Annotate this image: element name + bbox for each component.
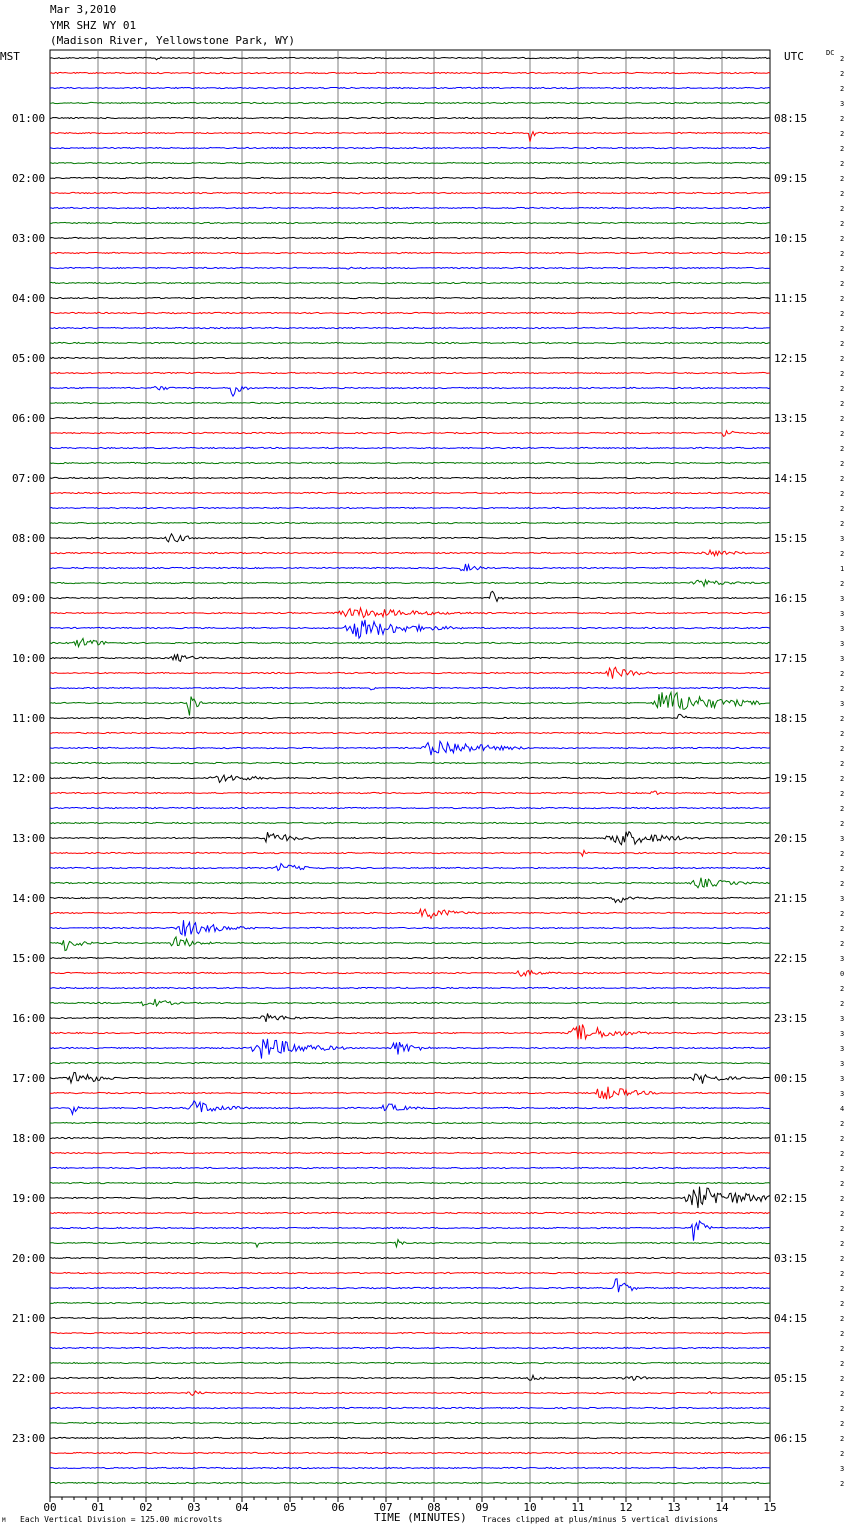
dc-offset-value: 2 <box>840 1285 845 1293</box>
left-time-label: 19:00 <box>12 1192 46 1205</box>
right-time-label: 06:15 <box>774 1432 808 1445</box>
seismic-trace <box>50 687 770 690</box>
seismic-trace <box>50 72 770 73</box>
dc-offset-value: 2 <box>840 775 845 783</box>
dc-offset-value: 2 <box>840 235 845 243</box>
dc-offset-value: 2 <box>840 1120 845 1128</box>
left-time-label: 22:00 <box>12 1372 46 1385</box>
seismic-trace <box>50 937 770 951</box>
dc-offset-value: 3 <box>840 625 845 633</box>
dc-offset-value: 2 <box>840 865 845 873</box>
right-time-label: 04:15 <box>774 1312 808 1325</box>
right-time-label: 02:15 <box>774 1192 808 1205</box>
dc-offset-value: 3 <box>840 640 845 648</box>
dc-offset-value: 2 <box>840 85 845 93</box>
dc-offset-value: 2 <box>840 925 845 933</box>
seismic-trace <box>50 147 770 148</box>
dc-offset-value: 2 <box>840 310 845 318</box>
dc-offset-value: 2 <box>840 1150 845 1158</box>
dc-offset-value: 2 <box>840 985 845 993</box>
dc-offset-value: 3 <box>840 610 845 618</box>
seismic-trace <box>50 1122 770 1123</box>
seismic-trace <box>50 1212 770 1213</box>
seismic-trace <box>50 417 770 418</box>
dc-offset-value: 2 <box>840 55 845 63</box>
dc-offset-value: 2 <box>840 850 845 858</box>
dc-offset-value: 2 <box>840 205 845 213</box>
seismic-trace <box>50 162 770 163</box>
dc-offset-value: 2 <box>840 1450 845 1458</box>
right-time-label: 12:15 <box>774 352 808 365</box>
seismic-trace <box>50 507 770 508</box>
seismic-trace <box>50 864 770 871</box>
right-timezone-label: UTC <box>784 50 804 63</box>
dc-offset-value: 2 <box>840 1420 845 1428</box>
dc-offset-value: 2 <box>840 415 845 423</box>
dc-offset-value: 2 <box>840 1240 845 1248</box>
x-tick-label: 03 <box>187 1501 201 1514</box>
x-tick-label: 12 <box>619 1501 633 1514</box>
seismic-trace <box>50 402 770 403</box>
left-time-label: 13:00 <box>12 832 46 845</box>
right-time-label: 20:15 <box>774 832 808 845</box>
seismic-trace <box>50 447 770 448</box>
seismic-trace <box>50 1422 770 1423</box>
dc-offset-value: 2 <box>840 790 845 798</box>
seismic-trace <box>50 372 770 373</box>
seismic-trace <box>50 807 770 808</box>
clip-note: Traces clipped at plus/minus 5 vertical divisions <box>482 1515 719 1524</box>
right-time-label: 08:15 <box>774 112 808 125</box>
x-axis-title: TIME (MINUTES) <box>374 1511 467 1524</box>
x-tick-label: 11 <box>571 1501 585 1514</box>
seismic-trace <box>50 608 770 618</box>
right-time-label: 03:15 <box>774 1252 808 1265</box>
seismic-trace <box>50 957 770 958</box>
seismic-trace <box>50 620 770 638</box>
seismic-trace <box>50 1062 770 1063</box>
scale-note: Each Vertical Division = 125.00 microvolts <box>20 1515 223 1524</box>
seismic-trace <box>50 909 770 918</box>
seismic-trace <box>50 1101 770 1115</box>
x-tick-label: 15 <box>763 1501 777 1514</box>
dc-offset-value: 2 <box>840 400 845 408</box>
right-time-label: 05:15 <box>774 1372 808 1385</box>
left-time-label: 03:00 <box>12 232 46 245</box>
seismic-trace <box>50 477 770 478</box>
seismic-trace <box>50 1391 770 1395</box>
left-time-label: 15:00 <box>12 952 46 965</box>
seismic-trace <box>50 822 770 823</box>
seismic-trace <box>50 297 770 298</box>
dc-offset-value: 2 <box>840 1000 845 1008</box>
left-time-label: 23:00 <box>12 1432 46 1445</box>
seismic-trace <box>50 762 770 763</box>
dc-offset-value: 2 <box>840 1345 845 1353</box>
seismic-trace <box>50 732 770 733</box>
dc-offset-value: 2 <box>840 70 845 78</box>
left-time-label: 04:00 <box>12 292 46 305</box>
x-tick-label: 07 <box>379 1501 393 1514</box>
right-time-label: 19:15 <box>774 772 808 785</box>
dc-offset-value: 2 <box>840 760 845 768</box>
left-time-label: 01:00 <box>12 112 46 125</box>
dc-offset-value: 2 <box>840 355 845 363</box>
seismic-trace <box>50 1375 770 1380</box>
dc-offset-value: 3 <box>840 1075 845 1083</box>
seismic-trace <box>50 832 770 845</box>
dc-column-label: DC <box>826 49 835 57</box>
seismic-trace <box>50 1302 770 1303</box>
right-time-label: 16:15 <box>774 592 808 605</box>
seismic-trace <box>50 1407 770 1408</box>
seismic-trace <box>50 87 770 88</box>
dc-offset-value: 2 <box>840 460 845 468</box>
dc-offset-value: 2 <box>840 505 845 513</box>
dc-offset-value: 2 <box>840 1195 845 1203</box>
dc-offset-value: 2 <box>840 490 845 498</box>
right-time-label: 23:15 <box>774 1012 808 1025</box>
left-time-label: 10:00 <box>12 652 46 665</box>
seismic-trace <box>50 177 770 178</box>
dc-offset-value: 2 <box>840 1300 845 1308</box>
dc-offset-value: 3 <box>840 1060 845 1068</box>
left-time-label: 07:00 <box>12 472 46 485</box>
dc-offset-value: 0 <box>840 970 845 978</box>
seismic-trace <box>50 791 770 794</box>
dc-offset-value: 2 <box>840 910 845 918</box>
seismic-trace <box>50 431 770 437</box>
seismic-trace <box>50 714 770 718</box>
seismic-trace <box>50 1362 770 1363</box>
seismic-trace <box>50 878 770 888</box>
dc-offset-value: 2 <box>840 520 845 528</box>
seismic-trace <box>50 550 770 556</box>
seismic-trace <box>50 327 770 328</box>
seismic-trace <box>50 522 770 523</box>
dc-offset-value: 3 <box>840 1045 845 1053</box>
dc-offset-value: 1 <box>840 565 845 573</box>
seismic-trace <box>50 357 770 358</box>
x-tick-label: 00 <box>43 1501 57 1514</box>
dc-offset-value: 2 <box>840 1255 845 1263</box>
seismic-trace <box>50 775 770 782</box>
dc-offset-value: 2 <box>840 1225 845 1233</box>
right-time-label: 01:15 <box>774 1132 808 1145</box>
dc-offset-value: 2 <box>840 160 845 168</box>
dc-offset-value: 2 <box>840 430 845 438</box>
dc-offset-value: 3 <box>840 1015 845 1023</box>
seismic-trace <box>50 462 770 463</box>
dc-offset-value: 2 <box>840 385 845 393</box>
dc-offset-value: 2 <box>840 940 845 948</box>
dc-offset-value: 3 <box>840 535 845 543</box>
dc-offset-value: 2 <box>840 1180 845 1188</box>
header-date: Mar 3,2010 <box>50 3 117 16</box>
seismic-trace <box>50 1072 770 1083</box>
seismic-trace <box>50 387 770 397</box>
dc-offset-value: 2 <box>840 1135 845 1143</box>
seismic-trace <box>50 1182 770 1183</box>
dc-offset-value: 2 <box>840 280 845 288</box>
x-tick-label: 10 <box>523 1501 537 1514</box>
dc-offset-value: 3 <box>840 655 845 663</box>
left-time-label: 16:00 <box>12 1012 46 1025</box>
seismic-trace <box>50 342 770 343</box>
dc-offset-value: 2 <box>840 220 845 228</box>
left-time-label: 11:00 <box>12 712 46 725</box>
x-tick-label: 06 <box>331 1501 345 1514</box>
dc-offset-value: 2 <box>840 1480 845 1488</box>
seismic-trace <box>50 192 770 194</box>
seismic-trace <box>50 1452 770 1453</box>
seismic-trace <box>50 237 770 238</box>
seismic-trace <box>50 102 770 103</box>
left-time-label: 21:00 <box>12 1312 46 1325</box>
seismic-trace <box>50 654 770 661</box>
seismic-trace <box>50 1332 770 1333</box>
right-time-label: 10:15 <box>774 232 808 245</box>
seismic-trace <box>50 897 770 903</box>
right-time-label: 09:15 <box>774 172 808 185</box>
dc-offset-value: 2 <box>840 1405 845 1413</box>
dc-offset-value: 2 <box>840 190 845 198</box>
seismic-trace <box>50 312 770 313</box>
seismic-trace <box>50 741 770 755</box>
right-time-label: 15:15 <box>774 532 808 545</box>
right-time-label: 13:15 <box>774 412 808 425</box>
dc-offset-value: 2 <box>840 250 845 258</box>
dc-offset-value: 2 <box>840 670 845 678</box>
left-time-label: 12:00 <box>12 772 46 785</box>
x-tick-label: 13 <box>667 1501 681 1514</box>
dc-offset-value: 2 <box>840 1210 845 1218</box>
dc-offset-value: 2 <box>840 1270 845 1278</box>
dc-offset-value: 2 <box>840 145 845 153</box>
dc-offset-value: 2 <box>840 340 845 348</box>
right-time-label: 11:15 <box>774 292 808 305</box>
seismic-trace <box>50 591 770 601</box>
right-time-label: 18:15 <box>774 712 808 725</box>
header-location: (Madison River, Yellowstone Park, WY) <box>50 34 296 47</box>
dc-offset-value: 2 <box>840 745 845 753</box>
seismic-trace <box>50 1279 770 1293</box>
dc-offset-value: 2 <box>840 580 845 588</box>
dc-offset-value: 3 <box>840 835 845 843</box>
seismic-trace <box>50 1137 770 1138</box>
seismic-trace <box>50 1347 770 1348</box>
seismic-trace <box>50 1272 770 1273</box>
left-time-label: 06:00 <box>12 412 46 425</box>
seismic-trace <box>50 1437 770 1438</box>
dc-offset-value: 2 <box>840 730 845 738</box>
left-timezone-label: MST <box>0 50 20 63</box>
x-tick-label: 08 <box>427 1501 441 1514</box>
right-time-label: 14:15 <box>774 472 808 485</box>
left-time-label: 18:00 <box>12 1132 46 1145</box>
seismic-trace <box>50 920 770 936</box>
dc-offset-value: 2 <box>840 1375 845 1383</box>
dc-offset-value: 3 <box>840 895 845 903</box>
seismic-trace <box>50 207 770 208</box>
dc-offset-value: 2 <box>840 1165 845 1173</box>
corner-mark: M <box>2 1517 6 1524</box>
right-time-label: 21:15 <box>774 892 808 905</box>
seismic-trace <box>50 987 770 988</box>
seismic-trace <box>50 638 770 646</box>
x-tick-label: 09 <box>475 1501 489 1514</box>
dc-offset-value: 2 <box>840 550 845 558</box>
dc-offset-value: 3 <box>840 595 845 603</box>
dc-offset-value: 2 <box>840 1360 845 1368</box>
seismic-trace <box>50 850 770 856</box>
dc-offset-value: 3 <box>840 1465 845 1473</box>
right-time-label: 22:15 <box>774 952 808 965</box>
dc-offset-value: 2 <box>840 820 845 828</box>
dc-offset-value: 2 <box>840 715 845 723</box>
dc-offset-value: 2 <box>840 685 845 693</box>
seismic-trace <box>50 667 770 678</box>
dc-offset-value: 2 <box>840 370 845 378</box>
seismic-trace <box>50 1467 770 1468</box>
header-station: YMR SHZ WY 01 <box>50 19 137 32</box>
left-time-label: 08:00 <box>12 532 46 545</box>
left-time-label: 14:00 <box>12 892 46 905</box>
seismic-trace <box>50 252 770 253</box>
dc-offset-value: 2 <box>840 130 845 138</box>
seismic-trace <box>50 534 770 542</box>
seismic-trace <box>50 132 770 142</box>
dc-offset-value: 2 <box>840 175 845 183</box>
left-time-label: 17:00 <box>12 1072 46 1085</box>
dc-offset-value: 2 <box>840 265 845 273</box>
seismic-trace <box>50 1039 770 1059</box>
dc-offset-value: 2 <box>840 1435 845 1443</box>
dc-offset-value: 3 <box>840 955 845 963</box>
x-tick-label: 05 <box>283 1501 297 1514</box>
right-time-label: 17:15 <box>774 652 808 665</box>
seismic-trace <box>50 1221 770 1241</box>
left-time-label: 05:00 <box>12 352 46 365</box>
dc-offset-value: 2 <box>840 1315 845 1323</box>
dc-offset-value: 2 <box>840 445 845 453</box>
left-time-label: 20:00 <box>12 1252 46 1265</box>
dc-offset-value: 4 <box>840 1105 845 1113</box>
seismic-trace <box>50 1087 770 1100</box>
seismic-trace <box>50 117 770 118</box>
dc-offset-value: 2 <box>840 325 845 333</box>
seismic-trace <box>50 282 770 283</box>
x-tick-label: 14 <box>715 1501 729 1514</box>
seismic-trace <box>50 999 770 1006</box>
x-tick-label: 01 <box>91 1501 105 1514</box>
seismic-trace <box>50 580 770 586</box>
seismic-trace <box>50 1482 770 1483</box>
dc-offset-value: 3 <box>840 1090 845 1098</box>
right-time-label: 00:15 <box>774 1072 808 1085</box>
seismic-trace <box>50 1167 770 1168</box>
seismic-trace <box>50 564 770 571</box>
dc-offset-value: 3 <box>840 100 845 108</box>
seismic-trace <box>50 1187 770 1208</box>
seismic-trace <box>50 692 770 715</box>
dc-offset-value: 2 <box>840 115 845 123</box>
seismic-trace <box>50 1025 770 1040</box>
dc-offset-value: 2 <box>840 805 845 813</box>
dc-offset-value: 2 <box>840 295 845 303</box>
dc-offset-value: 2 <box>840 475 845 483</box>
left-time-label: 02:00 <box>12 172 46 185</box>
left-time-label: 09:00 <box>12 592 46 605</box>
x-tick-label: 02 <box>139 1501 153 1514</box>
seismic-trace <box>50 1257 770 1258</box>
dc-offset-value: 2 <box>840 1390 845 1398</box>
dc-offset-value: 2 <box>840 1330 845 1338</box>
dc-offset-value: 3 <box>840 700 845 708</box>
dc-offset-value: 2 <box>840 880 845 888</box>
seismic-trace <box>50 57 770 60</box>
seismic-trace <box>50 971 770 977</box>
seismic-trace <box>50 1152 770 1153</box>
dc-offset-value: 3 <box>840 1030 845 1038</box>
seismic-trace <box>50 267 770 269</box>
seismic-trace <box>50 492 770 493</box>
seismic-trace <box>50 1240 770 1248</box>
seismic-trace <box>50 1013 770 1022</box>
x-tick-label: 04 <box>235 1501 249 1514</box>
seismic-trace <box>50 1317 770 1318</box>
seismic-trace <box>50 222 770 223</box>
